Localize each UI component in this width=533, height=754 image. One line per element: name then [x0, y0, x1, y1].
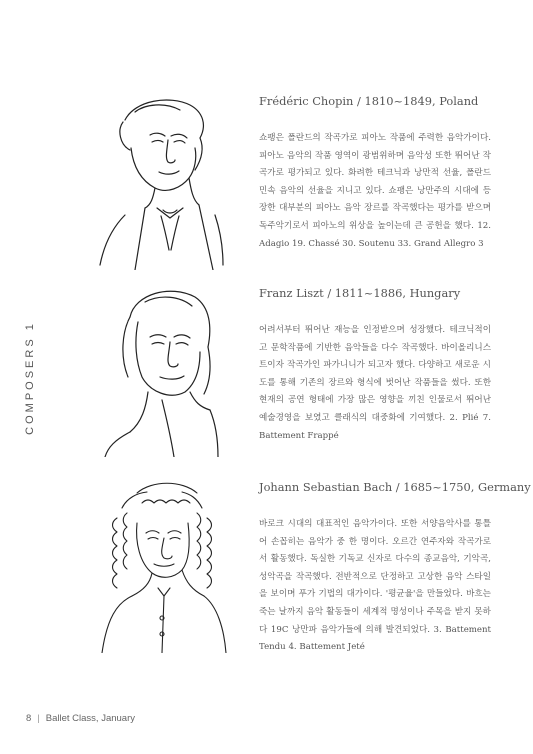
composer-body: 어려서부터 뛰어난 재능을 인정받으며 성장했다. 테크닉적이고 문학작품에 기반한 음악들을 다수 작곡했다. 바이올리니스트이자 작곡가인 파가니니가 되고자 했다. 다양하고 새로운 시도를 통해 기존의 장르와 형식에 벗어난 작품들을 썼다. 또한 현재의 공연 형태에 가장 많은 영향을 끼친 인물로서 뛰어난 예술경영을 보였고 클래식의 대중화에 기여했다. 2. Plié 7. Battement Frappé [259, 325, 491, 441]
footer-separator: | [37, 713, 40, 724]
composer-entry-liszt [259, 286, 491, 445]
page-footer [26, 713, 135, 724]
chopin-portrait-drawing [95, 90, 225, 270]
bach-portrait-drawing [92, 478, 232, 653]
liszt-portrait-drawing [100, 282, 220, 457]
composer-body: 쇼팽은 폴란드의 작곡가로 피아노 작품에 주력한 음악가이다. 피아노 음악의 작품 영역이 광범위하며 음악성 또한 뛰어난 작곡가로 평가되고 있다. 화려한 테크닉과 낭만적 선율, 폴란드 민속 음악의 선율을 지니고 있다. 쇼팽은 낭만주의 시대에 등장한 대부분의 피아노 음악 장르를 작곡했다는 평가를 받으며 독주악기로서 피아노의 위상을 높이는데 큰 공헌을 했다. 12. Adagio 19. Chassé 30. Soutenu 33. Grand Allegro 3 [259, 133, 491, 249]
composer-entry-chopin [259, 94, 491, 253]
side-title: COMPOSERS 1 [24, 321, 36, 435]
composer-entry-bach [259, 480, 531, 657]
section-title: Ballet Class, January [45, 713, 135, 724]
page-number: 8 [26, 713, 32, 724]
composer-body: 바로크 시대의 대표적인 음악가이다. 또한 서양음악사를 통틀어 손꼽히는 음악가 중 한 명이다. 오르간 연주자와 작곡가로서 활동했다. 독실한 기독교 신자로 다수의 종교음악, 기악곡, 성악곡을 작곡했다. 전반적으로 단정하고 고상한 음악 스타일을 보이며 푸가 기법의 대가이다. '평균율'을 만들었다. 바흐는 죽는 날까지 음악 활동들이 세계적 명성이나 주목을 받지 못하다 19C 낭만파 음악가들에 의해 발견되었다. 3. Battement Tendu 4. Battement Jeté [259, 519, 491, 653]
composer-heading: Johann Sebastian Bach / 1685~1750, Germany [259, 480, 531, 494]
composer-heading: Frédéric Chopin / 1810~1849, Poland [259, 94, 479, 108]
composer-heading: Franz Liszt / 1811~1886, Hungary [259, 286, 461, 300]
